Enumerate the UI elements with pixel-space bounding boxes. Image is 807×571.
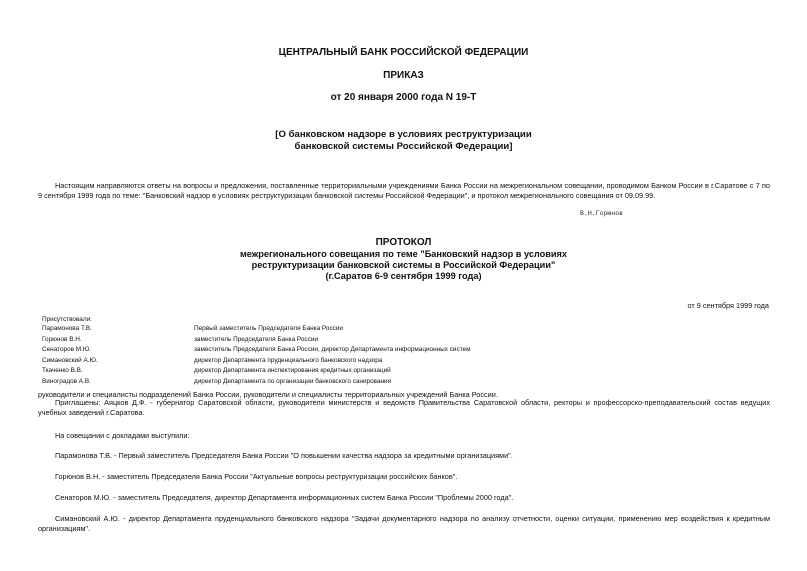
protocol-subtitle-line-2: реструктуризации банковской системы в Российской Федерации": [251, 260, 556, 270]
subject-line-1: [О банковском надзоре в условиях реструктуризации: [275, 129, 532, 140]
invited-paragraph: Приглашены: Аяцков Д.Ф. - губернатор Саратовской области, руководители министерств и ведомств Правительства Саратовской области, ректоры и профессорско-преподавательский состав ведущих учебных заведений г.Саратова.: [38, 398, 770, 417]
attendee-name: Сенаторов М.Ю.: [42, 346, 92, 353]
speaker-paragraph: Сенаторов М.Ю. - заместитель Председателя, директор Департамента информационных систем Банка России "Проблемы 2000 года".: [55, 493, 514, 502]
intro-paragraph: Настоящим направляются ответы на вопросы и предложения, поставленные территориальными учреждениями Банка России на межрегиональном совещании, проводимом Банком России в г.Саратове с 7 по 9 сентября 1999 года по теме: "Банковский надзор в условиях реструктуризации банковской системы Российской Федерации", и протокол межрегионального совещания от 09.09.99.: [38, 181, 770, 200]
speaker-paragraph: Парамонова Т.В. - Первый заместитель Председателя Банка России "О повышении качества надзора за кредитными организациями".: [55, 451, 513, 460]
document-date-number: от 20 января 2000 года N 19-Т: [330, 92, 477, 103]
attendee-row: [42, 366, 642, 377]
attendee-name: Виноградов А.В.: [42, 377, 91, 385]
attendee-row: [42, 324, 642, 335]
attendee-name: Симановский А.Ю.: [42, 356, 98, 364]
speaker-paragraph: Симановский А.Ю. - директор Департамента пруденциального банковского надзора "Задачи документарного надзора по анализу отчетности, оценки ситуации, применению мер воздействия к кредитным организациям".: [38, 514, 770, 533]
attendee-row: [42, 377, 642, 388]
attendees-list: [42, 324, 642, 387]
attendee-position: директор Департамента инспектирования кредитных организаций: [194, 367, 391, 374]
signature: В.Н.Горюнов: [580, 209, 624, 217]
attendee-row: [42, 345, 642, 356]
attendee-row: [42, 356, 642, 367]
protocol-subtitle-line-3: (г.Саратов 6-9 сентября 1999 года): [325, 271, 482, 281]
organization-title: ЦЕНТРАЛЬНЫЙ БАНК РОССИЙСКОЙ ФЕДЕРАЦИИ: [278, 47, 529, 58]
protocol-title: ПРОТОКОЛ: [375, 237, 432, 248]
document-subject: [0, 129, 807, 153]
speakers-label: На совещании с докладами выступили:: [55, 431, 190, 440]
speaker-paragraph: Горюнов В.Н. - заместитель Председателя Банка России "Актуальные вопросы реструктуризации российских банков".: [55, 472, 458, 481]
attendee-name: Ткаченко В.В.: [42, 367, 83, 374]
attendee-position: Первый заместитель Председателя Банка России: [194, 325, 344, 332]
document-type: ПРИКАЗ: [383, 70, 424, 81]
protocol-date: от 9 сентября 1999 года: [687, 301, 769, 310]
subject-line-2: банковской системы Российской Федерации]: [294, 141, 513, 152]
present-label: Присутствовали:: [42, 316, 92, 323]
attendee-name: Парамонова Т.В.: [42, 325, 92, 332]
attendee-position: директор Департамента пруденциального банковского надзора: [194, 356, 383, 364]
attendee-position: заместитель Председателя Банка России, директор Департамента информационных систем: [194, 346, 471, 353]
protocol-subtitle-line-1: межрегионального совещания по теме "Банковский надзор в условиях: [239, 249, 568, 259]
attendee-position: заместитель Председателя Банка России: [194, 335, 318, 343]
protocol-subtitle: [0, 249, 807, 282]
attendee-row: [42, 335, 642, 346]
attendee-name: Горюнов В.Н.: [42, 335, 82, 343]
attendee-position: директор Департамента по организации банковского санирования: [194, 377, 392, 385]
participants-paragraph: руководители и специалисты подразделений Банка России, руководители и специалисты территориальных учреждений Банка России.: [38, 390, 498, 399]
